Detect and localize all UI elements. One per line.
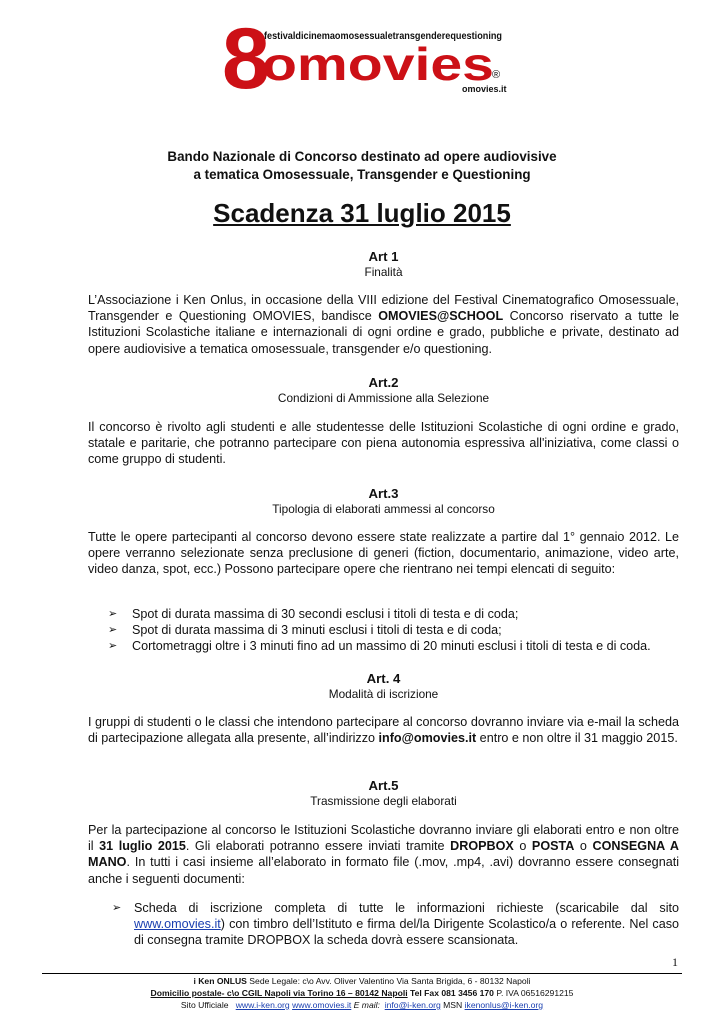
footer-postal-address: Domicilio postale- c\o CGIL Napoli via Torino 16 – 80142 Napoli — [150, 988, 408, 998]
art1-heading — [88, 248, 679, 280]
deadline-date: 31 luglio 2015 — [99, 839, 186, 854]
art4-paragraph — [88, 714, 679, 746]
footer-legal-address: Sede Legale: c\o Avv. Oliver Valentino Via Santa Brigida, 6 - 80132 Napoli — [246, 976, 531, 986]
bullet-text — [134, 900, 679, 949]
art4-heading — [88, 670, 679, 702]
art5-subtitle: Trasmissione degli elaborati — [310, 794, 457, 808]
art3-paragraph: Tutte le opere partecipanti al concorso devono essere state realizzate a partire dal 1° gennaio 2012. Le opere verranno selezionate senza preclusione di generi (fiction, documentario, animazione, video arte, video danza, spot, ecc.) Possono partecipare opere che rientrano nei tempi elencati di seguito: — [88, 530, 679, 577]
footer-email-label: E mail: — [351, 1000, 380, 1010]
footer-msn-link[interactable]: ikenonlus@i-ken.org — [464, 1000, 544, 1010]
art5-text: . Gli elaborati potranno essere inviati tramite — [185, 839, 451, 854]
footer-link-iken[interactable]: www.i-ken.org — [235, 1000, 290, 1010]
art3-title: Art.3 — [368, 486, 399, 501]
bullet-text: Cortometraggi oltre i 3 minuti fino ad un massimo di 20 minuti esclusi i titoli di testa e di coda. — [132, 639, 651, 654]
list-item — [108, 606, 679, 622]
art5-text: Per la partecipazione al concorso le Istituzioni Scolastiche dovranno inviare gli elaborati entro e non oltre il — [88, 823, 679, 854]
art2-heading — [88, 374, 679, 406]
art3-bullet-list — [108, 606, 679, 655]
art5-bullet — [112, 900, 679, 949]
art1-paragraph — [88, 292, 679, 357]
bullet-text: Spot di durata massima di 30 secondi esclusi i titoli di testa e di coda; — [132, 607, 519, 621]
art5-paragraph — [88, 822, 679, 887]
logo-site: omovies.it — [462, 84, 507, 94]
arrow-bullet-icon: ➢ — [108, 608, 118, 620]
consegna-option: CONSEGNA A MANO — [88, 839, 679, 870]
footer-line-3 — [42, 1000, 682, 1012]
art4-title: Art. 4 — [366, 671, 401, 686]
bullet-text-part: Scheda di iscrizione completa di tutte le informazioni richieste (scaricabile dal sito — [134, 901, 679, 915]
art3-heading — [88, 485, 679, 517]
footer-msn-label: MSN — [440, 1000, 465, 1010]
footer-org-name: i Ken ONLUS — [193, 976, 247, 986]
bando-heading — [80, 148, 644, 184]
art1-text-end: Concorso riservato a tutte le Istituzioni Scolastiche italiane e internazionali di ogni ordine e grado, pubbliche e private, destinato ad opere audiovisive a tematica omosessuale, transgender e/o questioning. — [88, 309, 679, 356]
list-item — [108, 638, 679, 654]
art4-text: I gruppi di studenti o le classi che intendono partecipare al concorso dovranno inviare via e-mail la scheda di partecipazione allegata alla presente, all’indirizzo — [88, 715, 679, 746]
logo-digit: 8 — [222, 18, 270, 98]
footer-email-link[interactable]: info@i-ken.org — [384, 1000, 441, 1010]
footer-site-label: Sito Ufficiale — [180, 1000, 229, 1010]
logo-graphic — [222, 18, 512, 98]
footer-line-1 — [42, 976, 682, 988]
art4-subtitle: Modalità di iscrizione — [328, 687, 439, 701]
logo-registered-mark: ® — [492, 69, 501, 81]
art5-text: . In tutti i casi insieme all’elaborato in formato file (.mov, .mp4, .avi) dovranno essere consegnati anche i seguenti documenti: — [88, 855, 679, 886]
footer-link-omovies[interactable]: www.omovies.it — [292, 1000, 352, 1010]
arrow-bullet-icon: ➢ — [108, 640, 118, 653]
page-number: 1 — [672, 955, 678, 969]
bando-line-1: Bando Nazionale di Concorso destinato ad opere audiovisive — [167, 149, 557, 164]
art5-heading — [88, 777, 679, 809]
art5-text: o — [513, 839, 532, 854]
list-item — [108, 622, 679, 638]
footer-divider — [42, 973, 682, 974]
art2-subtitle: Condizioni di Ammissione alla Selezione — [277, 391, 490, 405]
logo-name: omovies — [262, 38, 494, 90]
art3-subtitle: Tipologia di elaborati ammessi al concorso — [272, 502, 495, 516]
art5-text: o — [574, 839, 593, 854]
arrow-bullet-icon: ➢ — [112, 902, 122, 914]
art1-subtitle: Finalità — [364, 265, 403, 279]
omovies-link[interactable]: www.omovies.it — [134, 917, 221, 932]
omovies-school-name: OMOVIES@SCHOOL — [378, 309, 504, 324]
deadline-title: Scadenza 31 luglio 2015 — [213, 198, 511, 228]
bando-line-2: a tematica Omosessuale, Transgender e Questioning — [193, 167, 531, 182]
footer-line-2 — [42, 988, 682, 1000]
art2-paragraph: Il concorso è rivolto agli studenti e alle studentesse delle Istituzioni Scolastiche di ogni ordine e grado, statale e paritarie, che potranno partecipare con piena autonomia espressiva all'iniziativa, come classi o come gruppo di studenti. — [88, 420, 679, 467]
art1-text: L’Associazione i Ken Onlus, in occasione della VIII edizione del Festival Cinematografico Omosessuale, Transgender e Questioning OMOVIES, bandisce — [88, 293, 679, 324]
art5-title: Art.5 — [368, 778, 399, 793]
art4-text-end: entro e non oltre il 31 maggio 2015. — [476, 731, 678, 746]
footer-phone: Tel Fax 081 3456 170 — [407, 988, 494, 998]
dropbox-option: DROPBOX — [450, 839, 514, 854]
posta-option: POSTA — [531, 839, 575, 854]
art2-title: Art.2 — [368, 375, 399, 390]
omovies-logo — [222, 18, 512, 98]
footer-vat: P. IVA 06516291215 — [493, 988, 574, 998]
bullet-text: Spot di durata massima di 3 minuti esclusi i titoli di testa e di coda; — [132, 623, 502, 638]
art1-title: Art 1 — [368, 249, 399, 264]
logo-tagline: festivaldicinemaomosessualetransgenderequestioning — [264, 31, 502, 42]
bullet-text-part: ) con timbro dell’Istituto e firma del/la Dirigente Scolastico/a o referente. Nel caso di consegna tramite DROPBOX la scheda dovrà essere scansionata. — [134, 917, 679, 948]
arrow-bullet-icon: ➢ — [108, 624, 118, 637]
info-email: info@omovies.it — [378, 731, 477, 746]
